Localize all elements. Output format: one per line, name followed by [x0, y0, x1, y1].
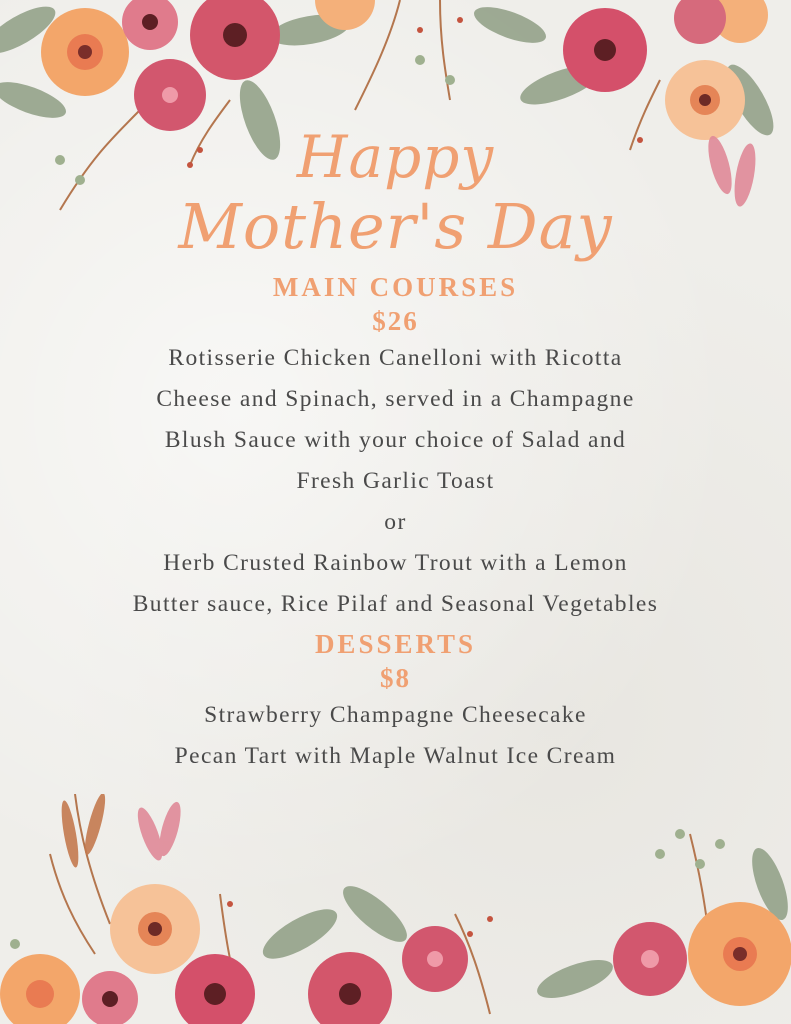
heading-mothers-day: Mother's Day	[178, 190, 613, 263]
main-course-line: Fresh Garlic Toast	[296, 468, 495, 494]
main-course-line: Butter sauce, Rice Pilaf and Seasonal Vegetables	[132, 591, 659, 617]
heading-happy: Happy	[296, 123, 495, 191]
main-course-line: Cheese and Spinach, served in a Champagne	[156, 386, 635, 412]
dessert-line: Pecan Tart with Maple Walnut Ice Cream	[174, 743, 617, 769]
main-courses-price: $26	[372, 306, 419, 336]
menu-content	[0, 123, 791, 777]
main-course-separator: or	[384, 509, 407, 535]
main-courses-list	[0, 338, 791, 625]
main-course-line: Rotisserie Chicken Canelloni with Ricotta	[168, 345, 623, 371]
desserts-title: DESSERTS	[314, 629, 477, 659]
desserts-price: $8	[380, 663, 411, 693]
main-course-line: Herb Crusted Rainbow Trout with a Lemon	[163, 550, 628, 576]
main-course-line: Blush Sauce with your choice of Salad and	[164, 427, 627, 453]
main-courses-title: MAIN COURSES	[272, 272, 519, 302]
dessert-line: Strawberry Champagne Cheesecake	[204, 702, 587, 728]
floral-border-bottom	[0, 794, 791, 1024]
desserts-list	[0, 695, 791, 777]
